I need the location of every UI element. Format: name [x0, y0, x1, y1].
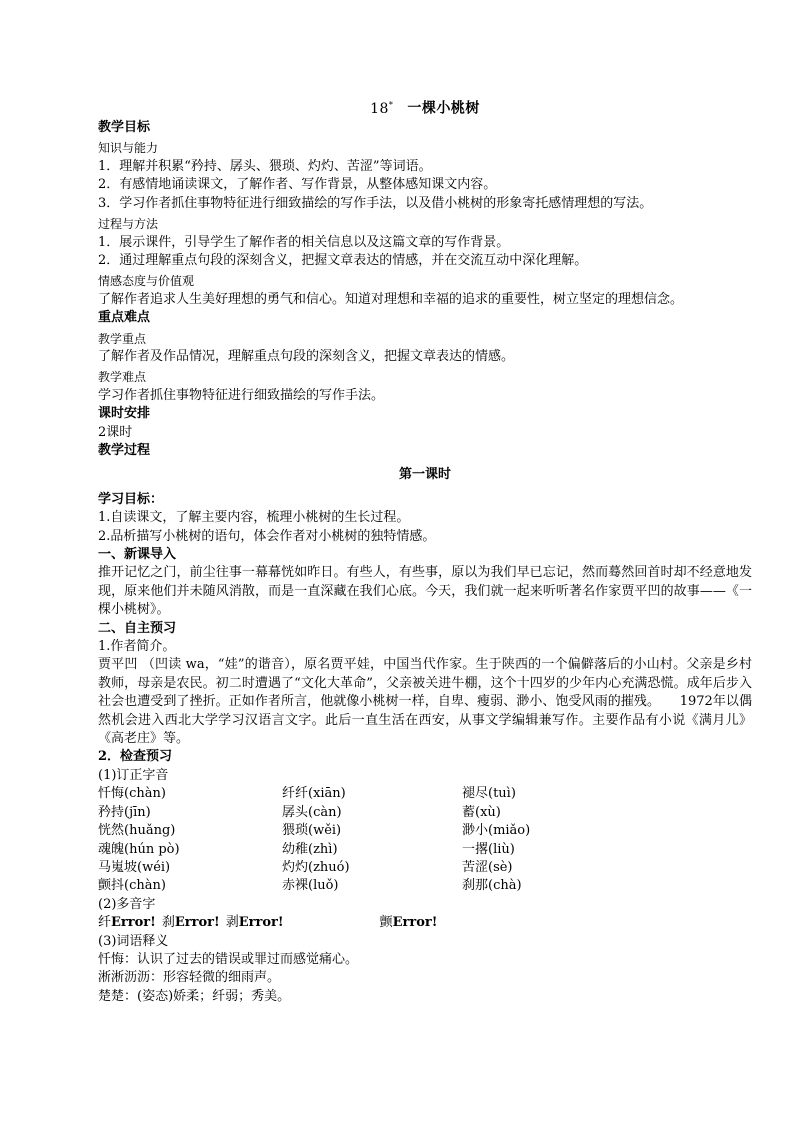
- pron-item: 蓄(xù): [462, 804, 501, 820]
- section2-heading: 二、自主预习: [98, 620, 177, 636]
- process-item: 2．通过理解重点句段的深刻含义，把握文章表达的情感，并在交流互动中深化理解。: [98, 252, 588, 268]
- polyphone-line: [98, 914, 752, 932]
- goals-heading: 教学目标: [98, 120, 151, 136]
- lesson-heading: 第一课时: [398, 467, 451, 483]
- document-page: [98, 96, 752, 1006]
- pron-item: 幼稚(zhì): [282, 841, 338, 857]
- pron-item: 孱头(càn): [282, 804, 342, 820]
- pron-item: 渺小(miǎo): [462, 823, 531, 839]
- emotion-text: 了解作者追求人生美好理想的勇气和信心。知道对理想和幸福的追求的重要性，树立坚定的理想信念。: [98, 291, 684, 307]
- knowledge-item: 2．有感情地诵读课文，了解作者、写作背景，从整体感知课文内容。: [98, 177, 497, 193]
- difficult-text: 学习作者抓住事物特征进行细致描绘的写作手法。: [98, 387, 385, 403]
- key-heading: 重点难点: [98, 310, 151, 326]
- section1-text: 推开记忆之门，前尘往事一幕幕恍如昨日。有些人，有些事，原以为我们早已忘记，然而蓦然回首时却不经意地发现，原来他们并未随风消散，而是一直深藏在我们心底。今天，我们就一起来听听著名作家贾平凹的故事——《一棵小桃树》。: [98, 565, 752, 618]
- pron-item: 苦涩(sè): [462, 859, 513, 875]
- poly-error: Error!: [174, 915, 220, 931]
- pron-item: 忏悔(chàn): [98, 786, 166, 802]
- author-text: 贾平凹 （凹读 wa，“娃”的谐音），原名贾平娃，中国当代作家。生于陕西的一个偏僻落后的小山村。父亲是乡村教师，母亲是农民。初二时遭遇了“文化大革命”，父亲被关进牛棚，这个十四岁的少年内心充满恐慌。成年后步入社会也遭受到了挫折。正如作者所言，他就像小桃树一样，自卑、瘦弱、渺小、饱受风雨的摧残。 1972年以偶然机会进入西北大学学习汉语言文字。此后一直生活在西安，从事文学编辑兼写作。主要作品有小说《满月儿》《高老庄》等。: [98, 657, 752, 747]
- poly-char: 纤: [98, 915, 112, 931]
- pron-item: 赤裸(luǒ): [282, 878, 339, 894]
- schedule-text: 2课时: [98, 424, 133, 440]
- schedule-heading: 课时安排: [98, 406, 151, 422]
- vocab-item: 淅淅沥沥：形容轻微的细雨声。: [98, 970, 281, 986]
- poly-char: 颤: [379, 915, 393, 931]
- section1-heading: 一、新课导入: [98, 547, 177, 562]
- pron-heading: (1)订正字音: [98, 767, 169, 783]
- knowledge-heading: 知识与能力: [98, 141, 159, 156]
- pron-item: 灼灼(zhuó): [282, 859, 350, 875]
- knowledge-item: 1．理解并积累“矜持、孱头、猥琐、灼灼、苦涩”等词语。: [98, 158, 432, 174]
- learning-goal: 2.品析描写小桃树的语句，体会作者对小桃树的独特情感。: [98, 528, 436, 544]
- vocab-item: 楚楚：(姿态)娇柔；纤弱；秀美。: [98, 988, 291, 1004]
- title-text: 一棵小桃树: [407, 100, 480, 117]
- emotion-heading: 情感态度与价值观: [98, 274, 195, 289]
- poly-char: 剥: [225, 915, 239, 931]
- pron-item: 一撂(liù): [462, 841, 515, 857]
- pron-item: 褪尽(tuì): [462, 786, 516, 802]
- poly-char: 刹: [161, 915, 175, 931]
- vocab-heading: (3)词语释义: [98, 933, 169, 949]
- pron-item: 恍然(huǎng): [98, 823, 176, 839]
- difficult-heading: 教学难点: [98, 370, 147, 385]
- process-item: 1．展示课件，引导学生了解作者的相关信息以及这篇文章的写作背景。: [98, 234, 510, 250]
- learning-goal: 1.自读课文，了解主要内容，梳理小桃树的生长过程。: [98, 510, 410, 526]
- lesson-number: 18: [370, 100, 389, 117]
- vocab-item: 忏悔：认识了过去的错误或罪过而感觉痛心。: [98, 951, 359, 967]
- key-point-text: 了解作者及作品情况，理解重点句段的深刻含义，把握文章表达的情感。: [98, 348, 515, 364]
- pron-item: 刹那(chà): [462, 878, 522, 894]
- pronunciation-grid: [98, 785, 752, 895]
- page-title: [98, 96, 752, 118]
- pron-item: 颤抖(chàn): [98, 878, 166, 894]
- check-heading: 2．检查预习: [98, 749, 173, 765]
- poly-error: Error!: [238, 915, 284, 931]
- knowledge-item: 3．学习作者抓住事物特征进行细致描绘的写作手法，以及借小桃树的形象寄托感情理想的写法。: [98, 195, 653, 211]
- poly-error: Error!: [392, 915, 438, 931]
- pron-item: 矜持(jīn): [98, 804, 151, 820]
- pron-item: 纤纤(xiān): [282, 786, 346, 802]
- title-star: *: [388, 100, 394, 109]
- pron-item: 马嵬坡(wéi): [98, 859, 171, 875]
- procedure-heading: 教学过程: [98, 442, 151, 458]
- author-heading: 1.作者简介。: [98, 639, 176, 655]
- pron-item: 魂魄(hún pò): [98, 841, 180, 857]
- key-point-heading: 教学重点: [98, 331, 147, 346]
- learning-goals-heading: 学习目标：: [98, 491, 164, 507]
- process-heading: 过程与方法: [98, 217, 159, 232]
- poly-error: Error!: [111, 915, 156, 931]
- poly-heading: (2)多音字: [98, 896, 156, 912]
- pron-item: 猥琐(wěi): [282, 823, 342, 839]
